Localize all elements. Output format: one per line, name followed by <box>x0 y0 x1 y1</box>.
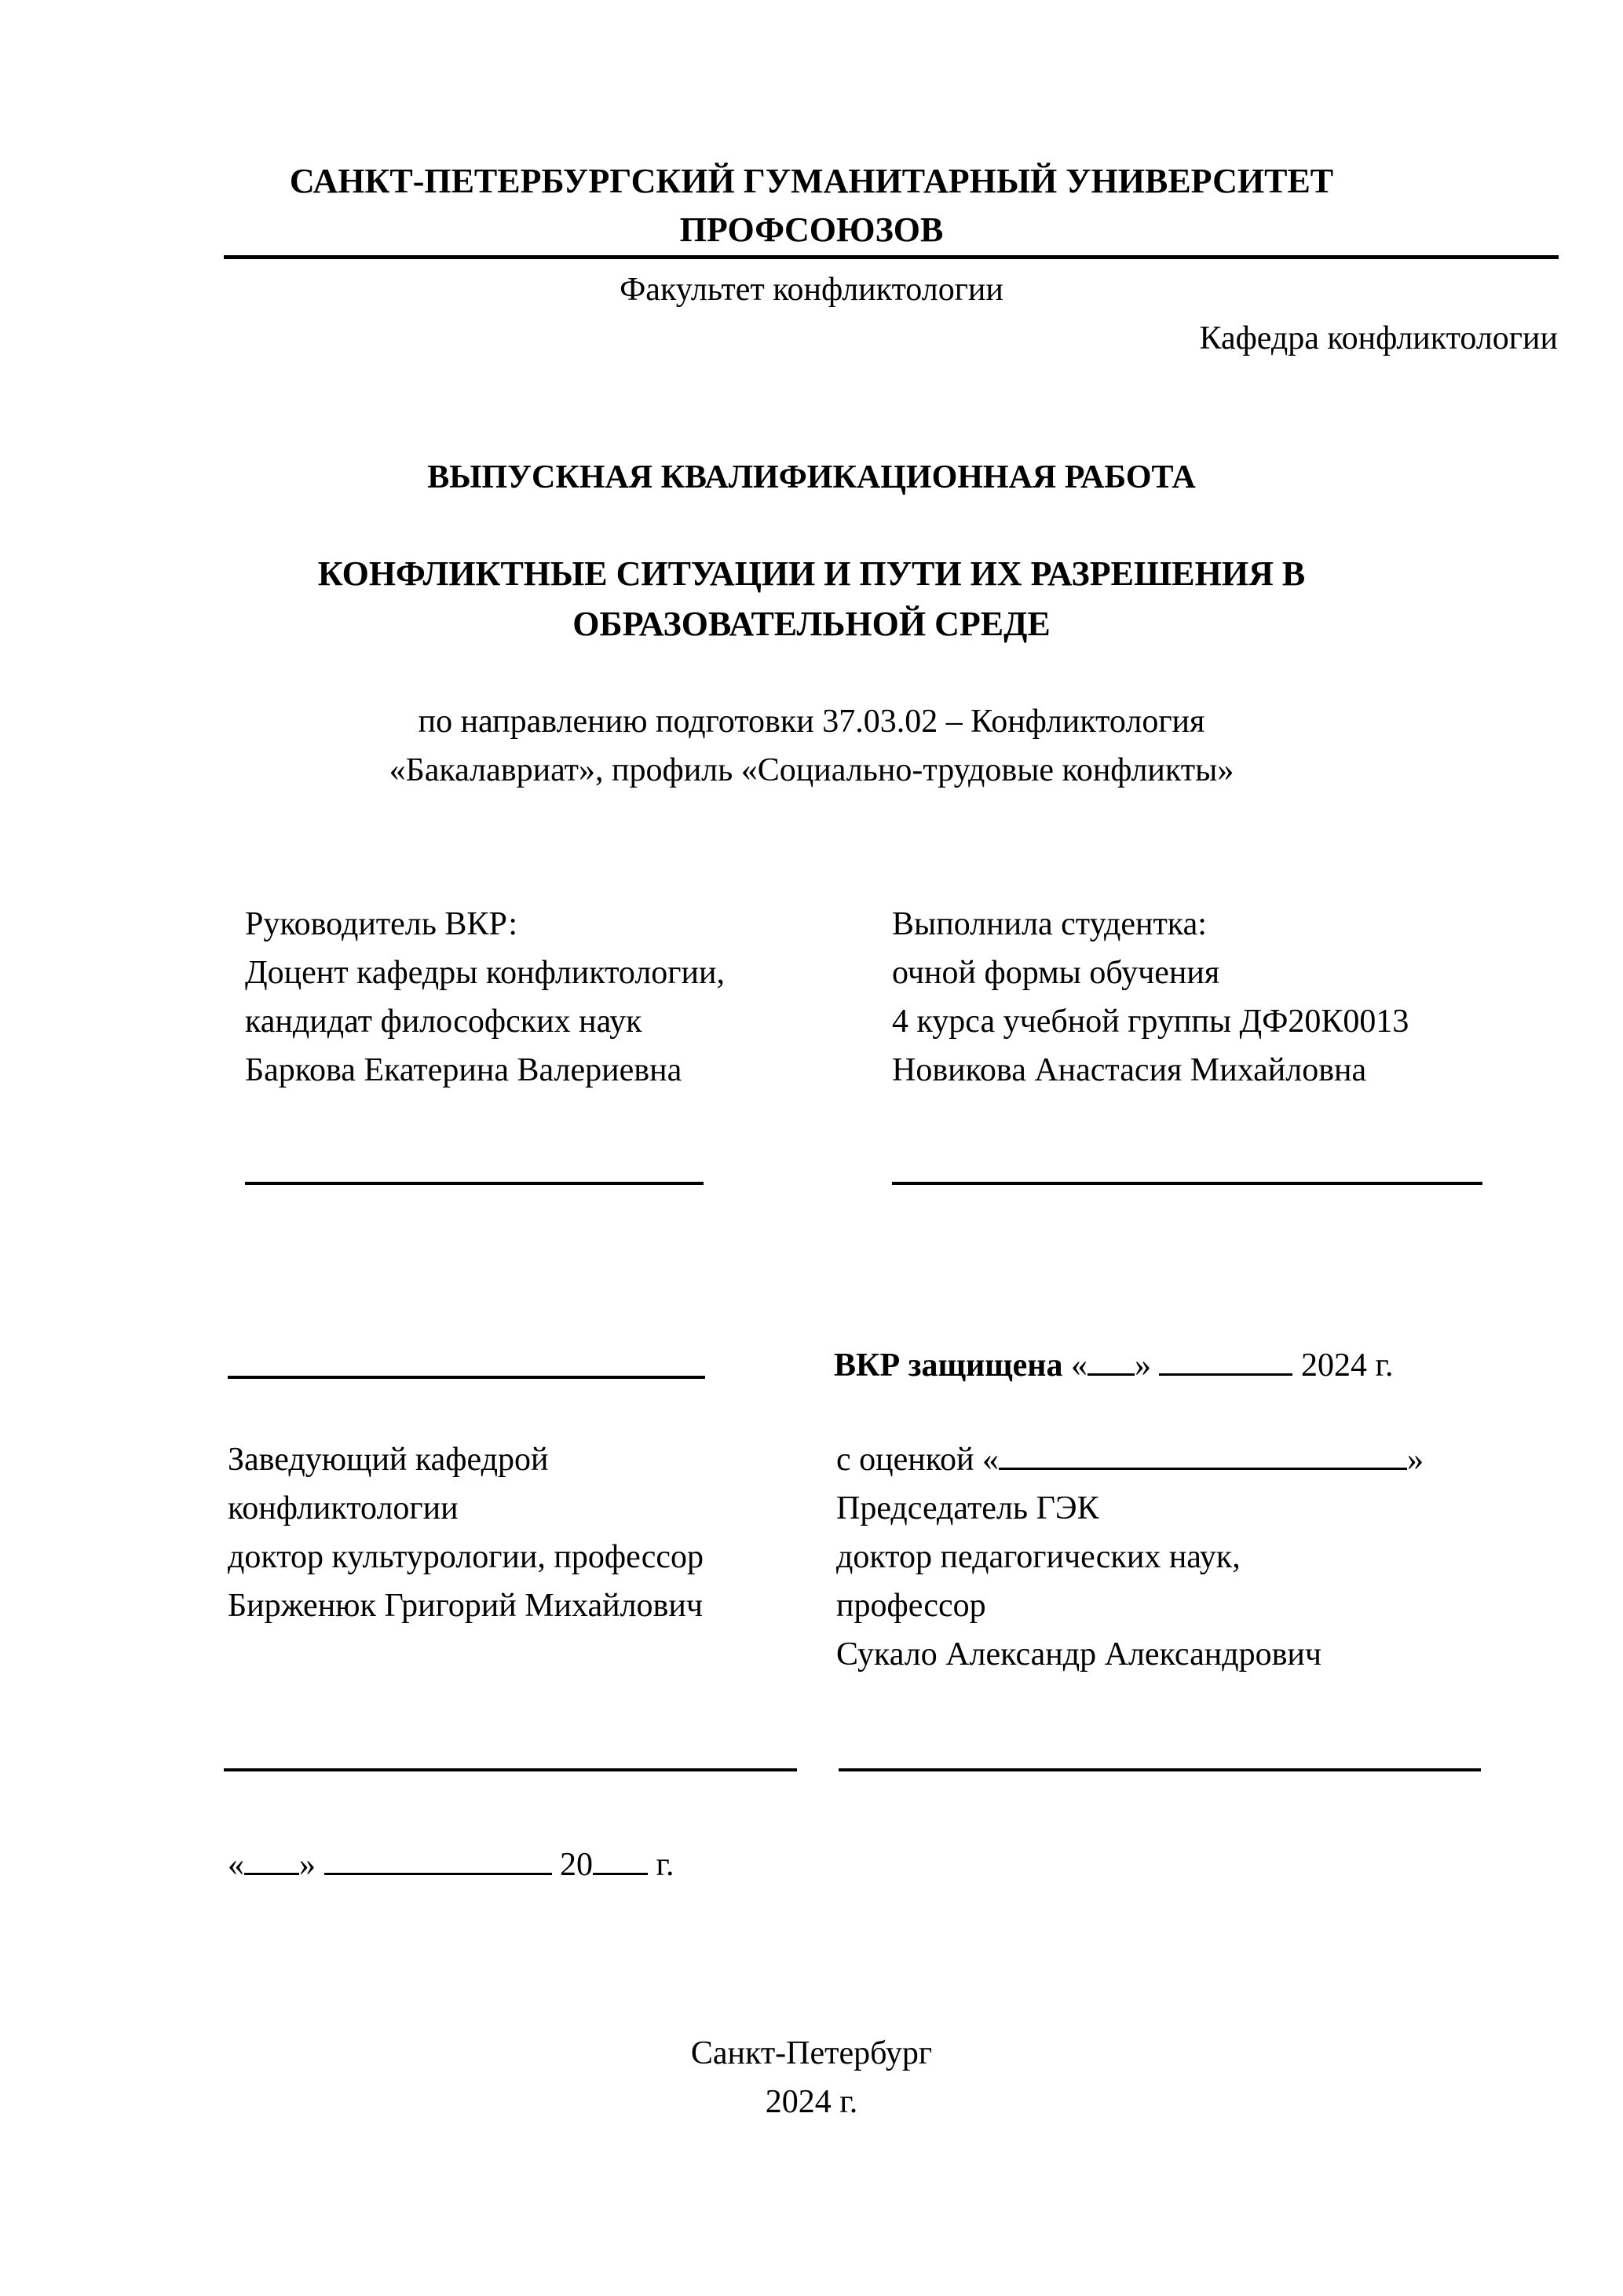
work-type-heading: ВЫПУСКНАЯ КВАЛИФИКАЦИОННАЯ РАБОТА <box>427 459 1196 495</box>
student-signature-line[interactable] <box>892 1182 1482 1185</box>
grade-field[interactable] <box>999 1441 1407 1470</box>
student-study-form: очной формы обучения <box>892 955 1220 991</box>
commission-block <box>836 1435 1424 1679</box>
student-label: Выполнила студентка: <box>892 906 1207 942</box>
commission-chair-label: Председатель ГЭК <box>836 1490 1099 1526</box>
faculty-name: Факультет конфликтологии <box>620 272 1003 308</box>
head-of-department-block <box>228 1435 704 1630</box>
head-degree: доктор культурологии, профессор <box>228 1539 704 1575</box>
date-open-quote: « <box>228 1847 244 1883</box>
grade-row <box>836 1435 1424 1484</box>
student-block <box>892 900 1409 1095</box>
supervisor-label: Руководитель ВКР: <box>245 906 518 942</box>
defense-status <box>834 1341 1393 1390</box>
date-year-field[interactable] <box>593 1846 648 1875</box>
date-line <box>228 1841 674 1889</box>
direction-line1: по направлению подготовки 37.03.02 – Конфликтология <box>418 704 1205 740</box>
supervisor-degree: кандидат философских наук <box>245 1004 642 1040</box>
university-name-line1: САНКТ-ПЕТЕРБУРГСКИЙ ГУМАНИТАРНЫЙ УНИВЕРСИТЕТ <box>289 162 1334 200</box>
date-year-suffix: г. <box>656 1847 674 1883</box>
city: Санкт-Петербург <box>690 2035 933 2071</box>
defense-left-signature-line[interactable] <box>228 1376 705 1379</box>
commission-signature-line[interactable] <box>839 1768 1481 1771</box>
student-name: Новикова Анастасия Михайловна <box>892 1052 1367 1088</box>
year: 2024 г. <box>765 2084 858 2120</box>
defense-close-quote: » <box>1134 1347 1151 1384</box>
topic-title-line1: КОНФЛИКТНЫЕ СИТУАЦИИ И ПУТИ ИХ РАЗРЕШЕНИЯ В <box>317 554 1306 593</box>
head-name: Бирженюк Григорий Михайлович <box>228 1588 703 1624</box>
defense-day-field[interactable] <box>1087 1347 1135 1376</box>
defense-open-quote: « <box>1070 1347 1087 1384</box>
grade-label: с оценкой « <box>836 1442 999 1478</box>
defense-year: 2024 г. <box>1300 1347 1394 1384</box>
date-year-prefix: 20 <box>560 1847 593 1883</box>
direction-line2: «Бакалавриат», профиль «Социально-трудовые конфликты» <box>389 752 1234 788</box>
date-day-field[interactable] <box>244 1846 299 1875</box>
head-signature-line[interactable] <box>224 1768 797 1771</box>
defense-label: ВКР защищена <box>834 1347 1063 1384</box>
topic-title-line2: ОБРАЗОВАТЕЛЬНОЙ СРЕДЕ <box>572 605 1051 643</box>
defense-month-field[interactable] <box>1159 1347 1292 1376</box>
grade-close-quote: » <box>1407 1442 1424 1478</box>
date-month-field[interactable] <box>324 1846 552 1875</box>
commission-chair-title: профессор <box>836 1588 986 1624</box>
student-group: 4 курса учебной группы ДФ20К0013 <box>892 1004 1409 1040</box>
supervisor-block <box>245 900 725 1095</box>
university-name-line2: ПРОФСОЮЗОВ <box>679 210 944 249</box>
head-title-line1: Заведующий кафедрой <box>228 1442 549 1478</box>
supervisor-name: Баркова Екатерина Валериевна <box>245 1052 682 1088</box>
supervisor-signature-line[interactable] <box>245 1182 704 1185</box>
head-title-line2: конфликтологии <box>228 1490 459 1526</box>
commission-chair-name: Сукало Александр Александрович <box>836 1636 1322 1673</box>
supervisor-position: Доцент кафедры конфликтологии, <box>245 955 725 991</box>
department-name: Кафедра конфликтологии <box>1199 320 1558 356</box>
commission-chair-degree: доктор педагогических наук, <box>836 1539 1241 1575</box>
date-close-quote: » <box>299 1847 316 1883</box>
header-divider <box>224 255 1559 259</box>
